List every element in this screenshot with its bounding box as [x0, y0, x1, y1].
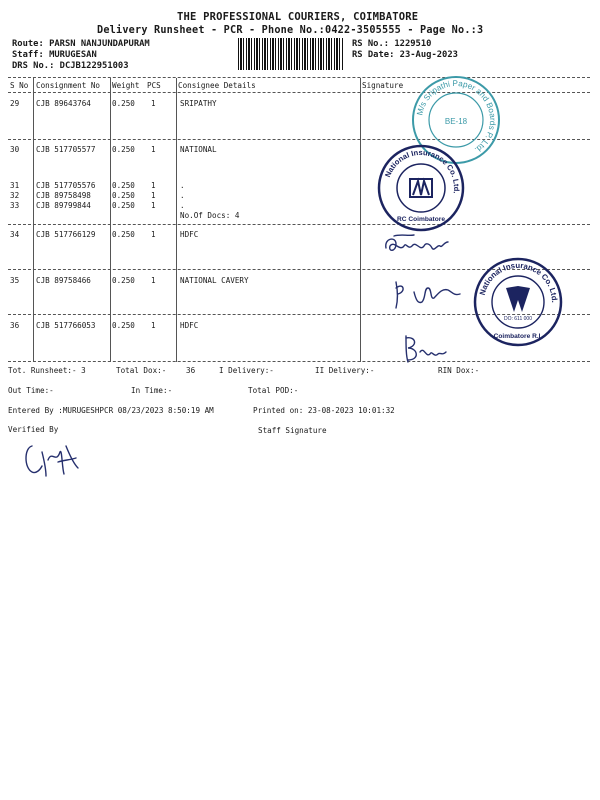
row-sno: 34 [10, 230, 20, 239]
row-rule [8, 139, 590, 140]
staff-value: MURUGESAN [49, 50, 97, 60]
row-sno: 31 [10, 181, 20, 190]
route-value: PARSN NANJUNDAPURAM [49, 39, 150, 49]
row-weight: 0.250 [112, 99, 135, 108]
row-consignee: . [180, 181, 185, 190]
barcode [238, 38, 344, 70]
row-pcs: 1 [151, 321, 156, 330]
row-sno: 36 [10, 321, 20, 330]
signature-row36-icon [398, 330, 448, 366]
row-sno: 33 [10, 201, 20, 210]
row-consignee: . [180, 201, 185, 210]
stamp3-inner: Coimbatore R.I. [493, 333, 543, 340]
staff-label: Staff: [12, 50, 44, 60]
stamp1-inner: BE-18 [444, 117, 468, 126]
row-pcs: 1 [151, 145, 156, 154]
rs-no-row [352, 39, 431, 49]
col-sep-4 [360, 78, 361, 362]
row-weight: 0.250 [112, 191, 135, 200]
runsheet-subtitle: Delivery Runsheet - PCR - Phone No.:0422-3505555 - Page No.:3 [97, 25, 484, 36]
row-pcs: 1 [151, 201, 156, 210]
insurance-stamp-2-icon [472, 256, 564, 348]
row-weight: 0.250 [112, 321, 135, 330]
staff-signature: Staff Signature [258, 426, 327, 435]
row-sno: 30 [10, 145, 20, 154]
rs-date-row [352, 50, 458, 60]
company-name: THE PROFESSIONAL COURIERS, COIMBATORE [177, 11, 419, 23]
drs-row [12, 61, 129, 71]
in-time: In Time:- [131, 386, 173, 395]
row-consignment: CJB 89758466 [36, 276, 91, 285]
row-consignment: CJB 517766053 [36, 321, 96, 330]
row-consignment: CJB 89643764 [36, 99, 91, 108]
signature-row34-icon [380, 230, 460, 260]
row-consignee: . [180, 191, 185, 200]
no-of-docs: No.Of Docs: 4 [180, 211, 240, 220]
row-sno: 29 [10, 99, 20, 108]
printed-on: Printed on: 23-08-2023 10:01:32 [253, 406, 395, 415]
col-pcs: PCS [147, 81, 161, 90]
stamp1-text: M/s Sripathi Paper and Boards P. Ltd. [415, 78, 498, 155]
col-sno: S No [10, 81, 29, 90]
row-consignee: NATIONAL CAVERY [180, 276, 249, 285]
out-time: Out Time:- [8, 386, 54, 395]
col-sep-3 [176, 78, 177, 362]
col-sep-2 [110, 78, 111, 362]
drs-value: DCJB122951003 [59, 61, 129, 71]
row-consignment: CJB 517705577 [36, 145, 96, 154]
row-weight: 0.250 [112, 230, 135, 239]
row-consignee: NATIONAL [180, 145, 217, 154]
total-runsheet: Tot. Runsheet:- 3 [8, 366, 86, 375]
row-consignment: CJB 517766129 [36, 230, 96, 239]
stamp2-inner: RC Coimbatore [397, 216, 445, 223]
verified-signature-icon [18, 438, 88, 482]
row-pcs: 1 [151, 191, 156, 200]
stamp3-code: DO: 611 000 [504, 316, 532, 322]
row-weight: 0.250 [112, 181, 135, 190]
rs-no-value: 1229510 [394, 39, 432, 49]
col-sep-1 [33, 78, 34, 362]
row-weight: 0.250 [112, 201, 135, 210]
row-consignment: CJB 517705576 [36, 181, 96, 190]
rs-date-value: 23-Aug-2023 [399, 50, 458, 60]
table-bottom-rule [8, 361, 590, 362]
col-consignment: Consignment No [36, 81, 101, 90]
row-pcs: 1 [151, 276, 156, 285]
row-sno: 32 [10, 191, 20, 200]
insurance-stamp-icon [376, 143, 466, 233]
row-pcs: 1 [151, 99, 156, 108]
ii-delivery: II Delivery:- [315, 366, 375, 375]
total-dox-label: Total Dox:- [116, 366, 167, 375]
rs-no-label: RS No.: [352, 39, 390, 49]
total-dox-value: 36 [186, 366, 196, 375]
col-signature: Signature [362, 81, 404, 90]
entered-by: Entered By :MURUGESHPCR 08/23/2023 8:50:19 AM [8, 406, 214, 415]
header-bottom-rule [8, 92, 590, 93]
header-top-rule [8, 77, 590, 78]
signature-row35-icon [388, 274, 468, 312]
stamp3-text: National Insurance Co. Ltd. [477, 260, 560, 303]
row-rule [8, 224, 590, 225]
col-consignee: Consignee Details [178, 81, 256, 90]
i-delivery: I Delivery:- [219, 366, 274, 375]
route-label: Route: [12, 39, 44, 49]
staff-row [12, 50, 97, 60]
col-weight: Weight [112, 81, 140, 90]
row-consignee: HDFC [180, 321, 199, 330]
row-consignee: SRIPATHY [180, 99, 217, 108]
route-row [12, 39, 150, 49]
row-sno: 35 [10, 276, 20, 285]
row-weight: 0.250 [112, 276, 135, 285]
row-consignee: HDFC [180, 230, 199, 239]
row-pcs: 1 [151, 181, 156, 190]
rs-date-label: RS Date: [352, 50, 395, 60]
row-pcs: 1 [151, 230, 156, 239]
row-weight: 0.250 [112, 145, 135, 154]
row-consignment: CJB 89758498 [36, 191, 91, 200]
total-pod: Total POD:- [248, 386, 299, 395]
rin-dox: RIN Dox:- [438, 366, 480, 375]
row-consignment: CJB 89799844 [36, 201, 91, 210]
verified-by: Verified By [8, 425, 59, 434]
drs-label: DRS No.: [12, 61, 55, 71]
stamp2-text: National Insurance Co. Ltd. [383, 147, 462, 195]
